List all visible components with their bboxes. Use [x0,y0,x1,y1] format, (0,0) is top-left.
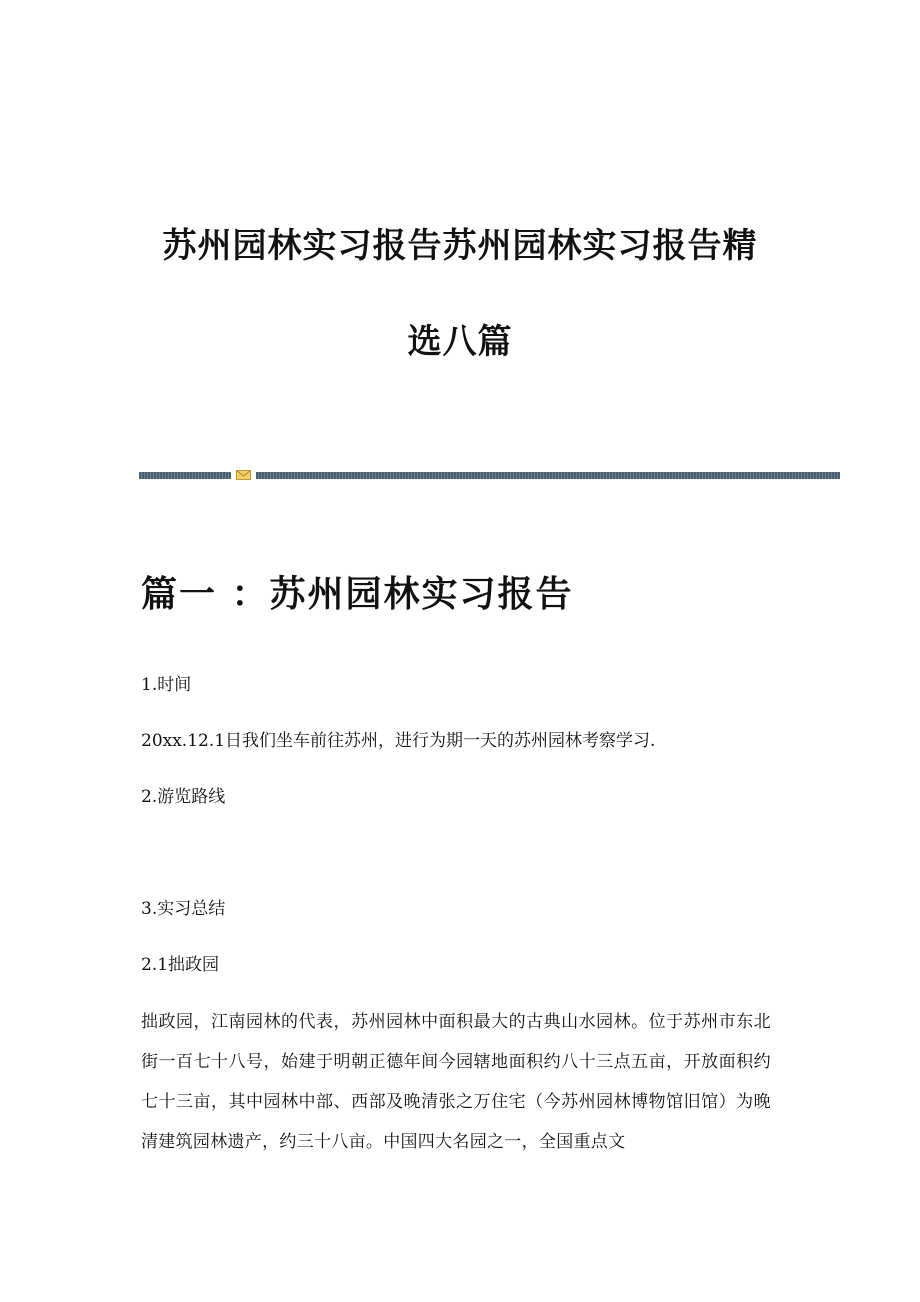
item-route-label: 2.游览路线 [141,787,226,807]
divider-bar-left [139,472,231,479]
item-time-label: 1.时间 [141,675,192,695]
document-title-line-2: 选八篇 [407,322,513,362]
document-title-line-1: 苏州园林实习报告苏州园林实习报告精 [162,226,758,266]
body-paragraph: 拙政园，江南园林的代表，苏州园林中面积最大的古典山水园林。位于苏州市东北街一百七十八号，始建于明朝正德年间今园辖地面积约八十三点五亩，开放面积约七十三亩，其中园林中部、西部及晚清张之万住宅（今苏州园林博物馆旧馆）为晚清建筑园林遗产，约三十八亩。中国四大名园之一，全国重点文 [141,1012,771,1152]
item-time-text: 20xx.12.1日我们坐车前往苏州，进行为期一天的苏州园林考察学习. [141,731,656,751]
title-divider [139,469,840,481]
divider-bar-right [256,472,840,479]
item-summary-label: 3.实习总结 [141,899,226,919]
section-heading: 篇一 ：苏州园林实习报告 [141,574,574,615]
envelope-icon [236,469,251,481]
subsection-label: 2.1拙政园 [141,955,220,975]
